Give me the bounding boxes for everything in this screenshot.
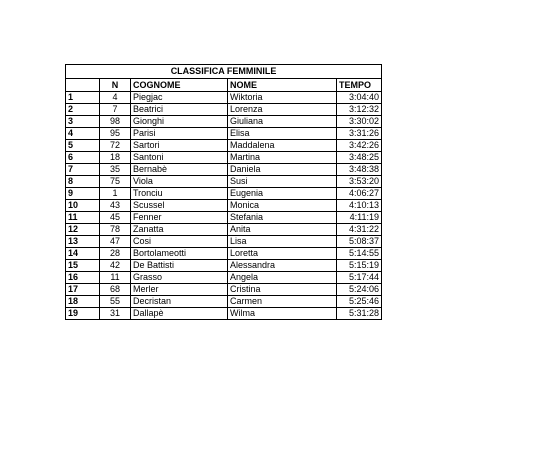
table-row [66, 92, 382, 104]
time-cell: 3:04:40 [337, 92, 382, 104]
table-row [66, 104, 382, 116]
time-cell: 3:48:25 [337, 152, 382, 164]
first-name-cell: Eugenia [228, 188, 337, 200]
bib-number-cell: 78 [100, 224, 131, 236]
first-name-cell: Stefania [228, 212, 337, 224]
table-row [66, 188, 382, 200]
header-number: N [100, 79, 131, 92]
bib-number-cell: 43 [100, 200, 131, 212]
table-row [66, 176, 382, 188]
first-name-cell: Elisa [228, 128, 337, 140]
time-cell: 3:30:02 [337, 116, 382, 128]
first-name-cell: Wiktoria [228, 92, 337, 104]
first-name-cell: Maddalena [228, 140, 337, 152]
time-cell: 3:53:20 [337, 176, 382, 188]
surname-cell: Santoni [131, 152, 228, 164]
bib-number-cell: 18 [100, 152, 131, 164]
time-cell: 5:14:55 [337, 248, 382, 260]
title-row [66, 65, 382, 79]
header-time: TEMPO [337, 79, 382, 92]
table-row [66, 128, 382, 140]
time-cell: 5:17:44 [337, 272, 382, 284]
bib-number-cell: 95 [100, 128, 131, 140]
first-name-cell: Daniela [228, 164, 337, 176]
first-name-cell: Giuliana [228, 116, 337, 128]
time-cell: 5:08:37 [337, 236, 382, 248]
bib-number-cell: 68 [100, 284, 131, 296]
table-row [66, 284, 382, 296]
surname-cell: Fenner [131, 212, 228, 224]
position-cell: 4 [66, 128, 100, 140]
surname-cell: Dallapè [131, 308, 228, 320]
bib-number-cell: 72 [100, 140, 131, 152]
bib-number-cell: 55 [100, 296, 131, 308]
first-name-cell: Alessandra [228, 260, 337, 272]
first-name-cell: Wilma [228, 308, 337, 320]
table-title: CLASSIFICA FEMMINILE [66, 65, 382, 79]
time-cell: 3:12:32 [337, 104, 382, 116]
surname-cell: Parisi [131, 128, 228, 140]
position-cell: 8 [66, 176, 100, 188]
bib-number-cell: 47 [100, 236, 131, 248]
bib-number-cell: 35 [100, 164, 131, 176]
position-cell: 18 [66, 296, 100, 308]
surname-cell: Grasso [131, 272, 228, 284]
ranking-table [65, 64, 382, 320]
table-row [66, 248, 382, 260]
surname-cell: Gionghi [131, 116, 228, 128]
bib-number-cell: 98 [100, 116, 131, 128]
first-name-cell: Anita [228, 224, 337, 236]
position-cell: 9 [66, 188, 100, 200]
bib-number-cell: 28 [100, 248, 131, 260]
bib-number-cell: 42 [100, 260, 131, 272]
surname-cell: Decristan [131, 296, 228, 308]
time-cell: 5:15:19 [337, 260, 382, 272]
first-name-cell: Cristina [228, 284, 337, 296]
surname-cell: Bernabè [131, 164, 228, 176]
first-name-cell: Loretta [228, 248, 337, 260]
table-row [66, 116, 382, 128]
surname-cell: Sartori [131, 140, 228, 152]
surname-cell: Merler [131, 284, 228, 296]
header-name: NOME [228, 79, 337, 92]
bib-number-cell: 45 [100, 212, 131, 224]
table-row [66, 140, 382, 152]
time-cell: 5:31:28 [337, 308, 382, 320]
position-cell: 10 [66, 200, 100, 212]
table-row [66, 260, 382, 272]
surname-cell: Bortolameotti [131, 248, 228, 260]
position-cell: 16 [66, 272, 100, 284]
bib-number-cell: 4 [100, 92, 131, 104]
table-row [66, 236, 382, 248]
bib-number-cell: 7 [100, 104, 131, 116]
position-cell: 7 [66, 164, 100, 176]
first-name-cell: Martina [228, 152, 337, 164]
table-row [66, 200, 382, 212]
time-cell: 4:11:19 [337, 212, 382, 224]
surname-cell: Piegjac [131, 92, 228, 104]
first-name-cell: Susi [228, 176, 337, 188]
table-row [66, 296, 382, 308]
surname-cell: De Battisti [131, 260, 228, 272]
surname-cell: Tronciu [131, 188, 228, 200]
bib-number-cell: 1 [100, 188, 131, 200]
time-cell: 4:31:22 [337, 224, 382, 236]
bib-number-cell: 11 [100, 272, 131, 284]
surname-cell: Viola [131, 176, 228, 188]
time-cell: 3:42:26 [337, 140, 382, 152]
ranking-body [66, 65, 382, 320]
time-cell: 3:31:26 [337, 128, 382, 140]
time-cell: 3:48:38 [337, 164, 382, 176]
table-row [66, 224, 382, 236]
position-cell: 2 [66, 104, 100, 116]
first-name-cell: Carmen [228, 296, 337, 308]
time-cell: 4:06:27 [337, 188, 382, 200]
first-name-cell: Lisa [228, 236, 337, 248]
header-surname: COGNOME [131, 79, 228, 92]
first-name-cell: Angela [228, 272, 337, 284]
first-name-cell: Monica [228, 200, 337, 212]
position-cell: 14 [66, 248, 100, 260]
position-cell: 6 [66, 152, 100, 164]
position-cell: 12 [66, 224, 100, 236]
position-cell: 19 [66, 308, 100, 320]
position-cell: 1 [66, 92, 100, 104]
position-cell: 15 [66, 260, 100, 272]
position-cell: 3 [66, 116, 100, 128]
surname-cell: Zanatta [131, 224, 228, 236]
time-cell: 5:24:06 [337, 284, 382, 296]
bib-number-cell: 31 [100, 308, 131, 320]
table-row [66, 152, 382, 164]
bib-number-cell: 75 [100, 176, 131, 188]
time-cell: 5:25:46 [337, 296, 382, 308]
table-row [66, 164, 382, 176]
surname-cell: Cosi [131, 236, 228, 248]
time-cell: 4:10:13 [337, 200, 382, 212]
header-position [66, 79, 100, 92]
position-cell: 17 [66, 284, 100, 296]
first-name-cell: Lorenza [228, 104, 337, 116]
surname-cell: Beatrici [131, 104, 228, 116]
table-row [66, 308, 382, 320]
position-cell: 11 [66, 212, 100, 224]
position-cell: 5 [66, 140, 100, 152]
table-row [66, 272, 382, 284]
surname-cell: Scussel [131, 200, 228, 212]
table-row [66, 212, 382, 224]
header-row [66, 79, 382, 92]
position-cell: 13 [66, 236, 100, 248]
